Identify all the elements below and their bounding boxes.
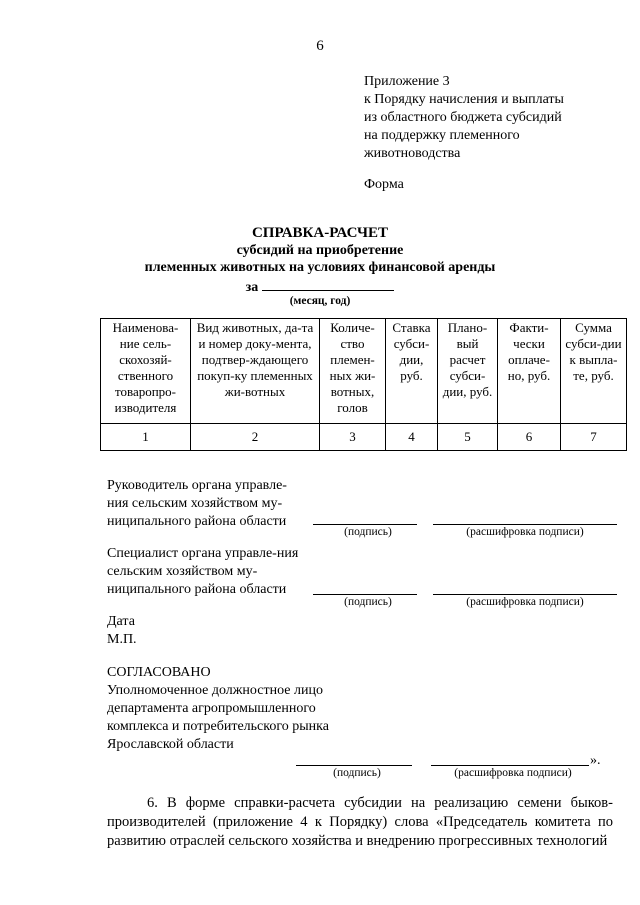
appendix-block (364, 73, 634, 163)
period-hint: (месяц, год) (289, 295, 351, 307)
decoding-hint: (расшифровка подписи) (466, 526, 584, 538)
title-line-2: субсидий на приобретение (236, 243, 404, 258)
title-line-3: племенных животных на условиях финансовой аренды (144, 260, 496, 275)
period-line (0, 277, 640, 296)
closing-quote: ». (590, 753, 601, 768)
decoding-hint: (расшифровка подписи) (454, 767, 572, 779)
column-number: 6 (498, 424, 561, 451)
specialist-signatory-label: Специалист органа управле-ния сельским хозяйством му-ниципального района области (107, 546, 299, 597)
appendix-line: на поддержку племенного (364, 128, 520, 143)
appendix-line: животноводства (364, 146, 461, 161)
specialist-decoding-line (433, 594, 617, 595)
signature-hint: (подпись) (344, 526, 392, 538)
header-animal-count: Количе-ство племен-ных жи-вотных, голов (320, 319, 386, 424)
appendix-line: из областного бюджета субсидий (364, 110, 562, 125)
header-subsidy-payable: Сумма субси-дии к выпла-те, руб. (561, 319, 627, 424)
appendix-line: к Порядку начисления и выплаты (364, 92, 564, 107)
table-number-row (101, 424, 627, 451)
decoding-hint: (расшифровка подписи) (466, 596, 584, 608)
column-number: 2 (191, 424, 320, 451)
column-number: 3 (320, 424, 386, 451)
agreed-signature-line (296, 765, 412, 766)
date-label: Дата (107, 614, 135, 629)
header-producer-name: Наименова-ние сель-скохозяй-ственного товаропро-изводителя (101, 319, 191, 424)
signature-hint: (подпись) (344, 596, 392, 608)
agreed-label: СОГЛАСОВАНО (107, 665, 211, 680)
appendix-line: Приложение 3 (364, 74, 450, 89)
header-animal-type: Вид животных, да-та и номер доку-мента, подтвер-ждающего покуп-ку племенных жи-вотных (191, 319, 320, 424)
form-label: Форма (364, 177, 404, 192)
agreed-decoding-line (431, 765, 589, 766)
title-main: СПРАВКА-РАСЧЕТ (251, 225, 389, 241)
column-number: 7 (561, 424, 627, 451)
header-planned-subsidy: Плано-вый расчет субси-дии, руб. (438, 319, 498, 424)
signature-hint: (подпись) (333, 767, 381, 779)
page-number: 6 (316, 38, 324, 54)
stamp-label: М.П. (107, 632, 137, 647)
header-subsidy-rate: Ставка субси-дии, руб. (386, 319, 438, 424)
column-number: 4 (386, 424, 438, 451)
column-number: 5 (438, 424, 498, 451)
period-prefix: за (245, 280, 259, 295)
header-actual-paid: Факти-чески оплаче-но, руб. (498, 319, 561, 424)
amendment-paragraph: 6. В форме справки-расчета субсидии на реализацию семени быков-производителей (приложение 4 к Порядку) слова «Председатель комитета по развитию отраслей сельского хозяйства и внедрению прогрессивных технологий (107, 795, 613, 849)
column-number: 1 (101, 424, 191, 451)
document-title (0, 225, 640, 276)
head-signature-line (313, 524, 417, 525)
head-decoding-line (433, 524, 617, 525)
calculation-table (100, 318, 627, 451)
period-blank-field (262, 277, 394, 291)
authorized-official-label: Уполномоченное должностное лицо департамента агропромышленного комплекса и потребительского рынка Ярославской области (107, 683, 329, 752)
specialist-signature-line (313, 594, 417, 595)
table-header-row (101, 319, 627, 424)
head-signatory-label: Руководитель органа управле-ния сельским хозяйством му-ниципального района области (107, 478, 287, 529)
